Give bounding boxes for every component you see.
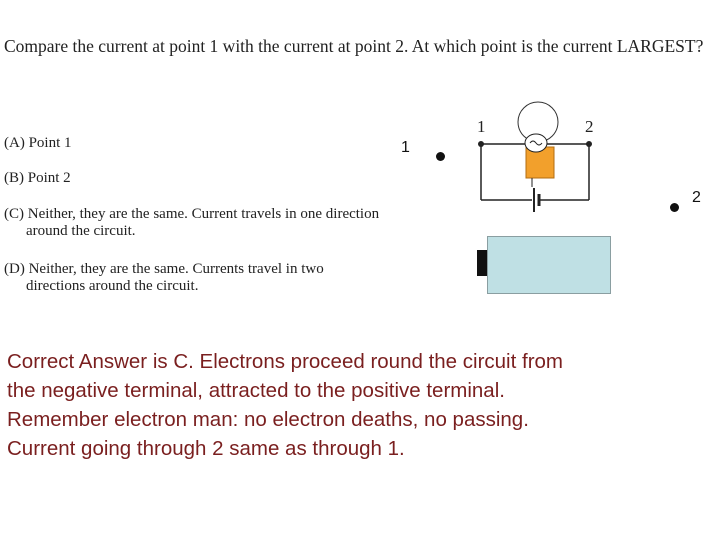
answer-explanation [7,347,707,463]
option-b-text: (B) Point 2 [4,170,71,186]
option-d-line2: directions around the circuit. [26,278,199,294]
option-a-text: (A) Point 1 [4,135,72,151]
option-d [4,261,324,295]
option-c [4,206,379,240]
option-a [4,135,72,152]
circuit-label-2: 2 [585,117,594,136]
battery-terminal [477,250,487,276]
point-2-label: 2 [692,189,701,206]
point-2-dot [670,203,679,212]
node-right [586,141,592,147]
point-1-dot [436,152,445,161]
circuit-label-1: 1 [477,117,486,136]
option-c-line1: (C) Neither, they are the same. Current travels in one direction [4,206,380,222]
node-left [478,141,484,147]
option-c-line2: around the circuit. [26,223,136,239]
battery-icon [487,236,611,294]
option-b [4,170,71,187]
option-d-line1: (D) Neither, they are the same. Currents travel in two [4,261,324,277]
point-1-label: 1 [401,139,410,156]
explanation-line-1: Correct Answer is C. Electrons proceed round the circuit from [7,350,563,373]
question-text: Compare the current at point 1 with the current at point 2. At which point is the current LARGEST? [4,36,704,56]
circuit-diagram [460,95,610,225]
explanation-line-3: Remember electron man: no electron deaths, no passing. [7,408,529,431]
explanation-line-4: Current going through 2 same as through 1. [7,437,405,460]
explanation-line-2: the negative terminal, attracted to the positive terminal. [7,379,505,402]
